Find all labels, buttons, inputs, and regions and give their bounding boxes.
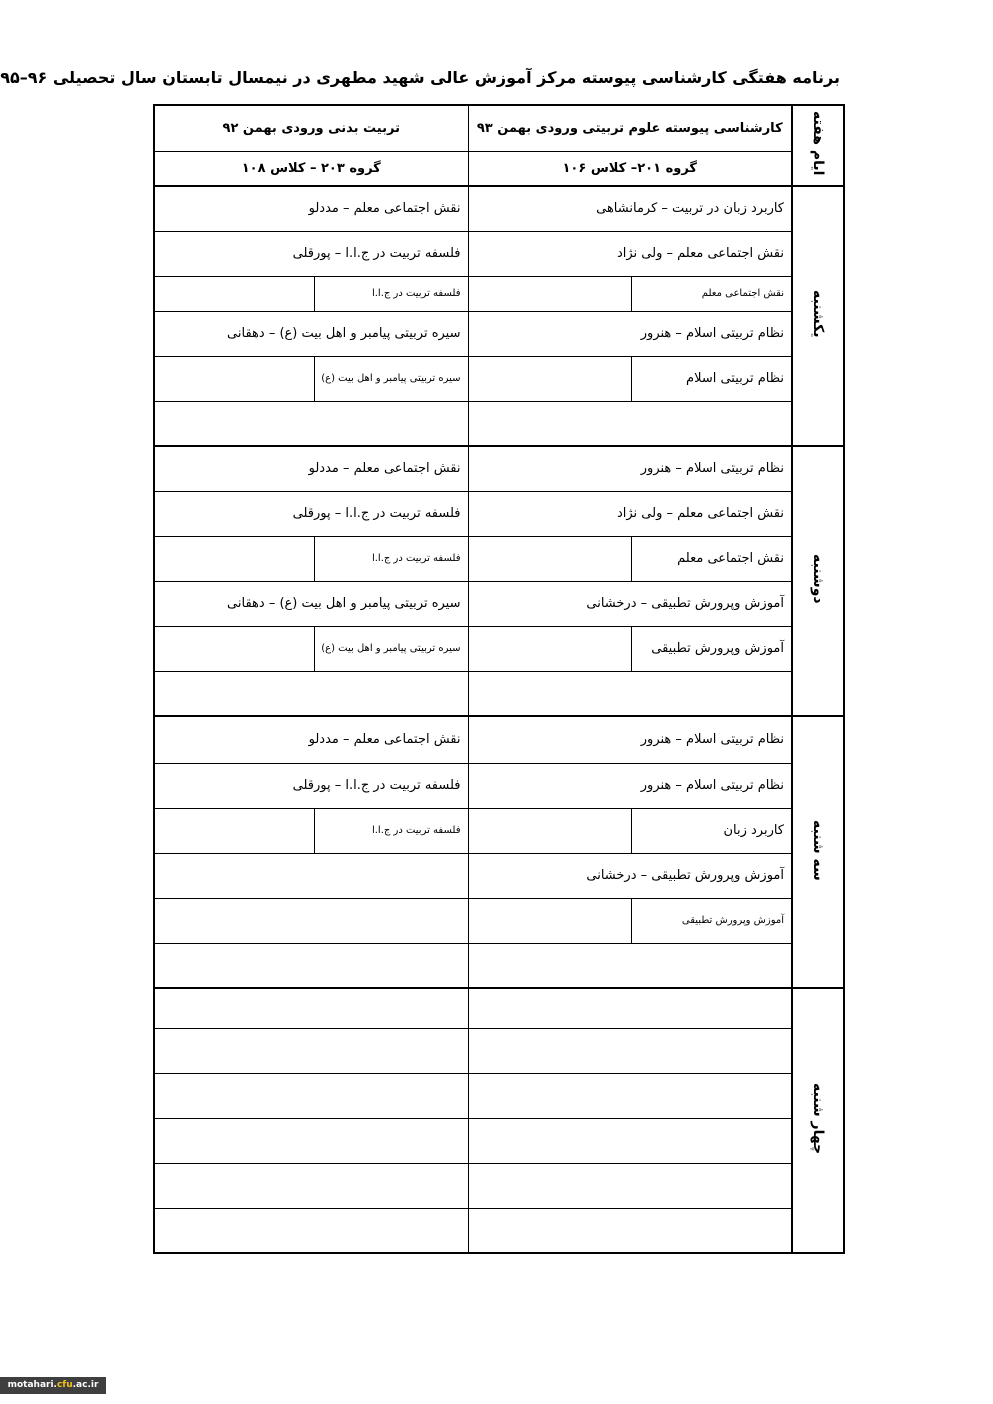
schedule-row — [154, 401, 844, 446]
page-title: برنامه هفتگی کارشناسی پیوسته مرکز آموزش عالی شهید مطهری در نیمسال تابستان سال تحصیلی ۹۶–۹۵ — [0, 68, 840, 87]
program-a-course-cell: نقش اجتماعی معلم – ولی نژاد — [468, 491, 792, 536]
program-b-course-cell: سیره تربیتی پیامبر و اهل بیت (ع) – دهقانی — [154, 581, 468, 626]
program-a-course-cell: نقش اجتماعی معلم – ولی نژاد — [468, 231, 792, 276]
schedule-row — [154, 1163, 844, 1208]
schedule-row — [154, 276, 844, 311]
empty-cell — [468, 898, 631, 943]
schedule-row — [154, 1118, 844, 1163]
program-a-course-cell — [468, 1073, 792, 1118]
empty-cell — [154, 808, 314, 853]
program-b-course-cell: سیره تربیتی پیامبر و اهل بیت (ع) — [314, 626, 468, 671]
empty-cell — [154, 276, 314, 311]
empty-cell — [154, 356, 314, 401]
program-a-course-cell — [468, 1163, 792, 1208]
program-a-course-cell: نظام تربیتی اسلام – هنرور — [468, 763, 792, 808]
schedule-row — [154, 491, 844, 536]
program-b-course-cell — [154, 1028, 468, 1073]
days-header: ایام هفته — [792, 105, 844, 186]
program-b-course-cell: فلسفه تربیت در ج.ا.ا — [314, 808, 468, 853]
day-label-cell: یکشنبه — [792, 186, 844, 446]
program-b-course-cell — [154, 671, 468, 716]
day-label-cell: سه شنبه — [792, 716, 844, 988]
program-b-header: تربیت بدنی ورودی بهمن ۹۲ — [154, 105, 468, 151]
program-b-course-cell: فلسفه تربیت در ج.ا.ا – پورقلی — [154, 231, 468, 276]
schedule-row — [154, 1028, 844, 1073]
program-a-course-cell: نقش اجتماعی معلم — [631, 536, 792, 581]
program-b-course-cell: نقش اجتماعی معلم – مددلو — [154, 186, 468, 231]
group-b-header: گروه ۲۰۳ – کلاس ۱۰۸ — [154, 151, 468, 186]
program-b-course-cell: سیره تربیتی پیامبر و اهل بیت (ع) — [314, 356, 468, 401]
schedule-row — [154, 853, 844, 898]
program-a-course-cell: نظام تربیتی اسلام – هنرور — [468, 716, 792, 763]
program-b-course-cell — [154, 898, 468, 943]
program-b-course-cell: نقش اجتماعی معلم – مددلو — [154, 446, 468, 491]
program-b-course-cell: فلسفه تربیت در ج.ا.ا – پورقلی — [154, 763, 468, 808]
schedule-row — [154, 626, 844, 671]
schedule-row — [154, 311, 844, 356]
program-a-course-cell — [468, 1028, 792, 1073]
program-a-course-cell: نقش اجتماعی معلم — [631, 276, 792, 311]
program-b-course-cell: فلسفه تربیت در ج.ا.ا — [314, 536, 468, 581]
program-a-course-cell: آموزش وپرورش تطبیقی – درخشانی — [468, 853, 792, 898]
schedule-row — [154, 943, 844, 988]
schedule-row — [154, 763, 844, 808]
schedule-row — [154, 988, 844, 1028]
program-a-course-cell: آموزش وپرورش تطبیقی — [631, 898, 792, 943]
program-a-course-cell — [468, 671, 792, 716]
program-a-course-cell — [468, 1208, 792, 1253]
program-b-course-cell — [154, 1118, 468, 1163]
weekly-schedule-table — [153, 104, 845, 1254]
empty-cell — [154, 626, 314, 671]
schedule-row — [154, 231, 844, 276]
program-a-header: کارشناسی پیوسته علوم تربیتی ورودی بهمن ۹۳ — [468, 105, 792, 151]
schedule-row — [154, 186, 844, 231]
schedule-row — [154, 808, 844, 853]
schedule-row — [154, 716, 844, 763]
schedule-row — [154, 671, 844, 716]
schedule-row — [154, 1073, 844, 1118]
program-a-course-cell: آموزش وپرورش تطبیقی — [631, 626, 792, 671]
program-a-course-cell: نظام تربیتی اسلام – هنرور — [468, 446, 792, 491]
program-b-course-cell — [154, 988, 468, 1028]
group-a-header: گروه ۲۰۱– کلاس ۱۰۶ — [468, 151, 792, 186]
program-b-course-cell: فلسفه تربیت در ج.ا.ا — [314, 276, 468, 311]
program-a-course-cell: آموزش وپرورش تطبیقی – درخشانی — [468, 581, 792, 626]
schedule-row — [154, 1208, 844, 1253]
program-b-course-cell: نقش اجتماعی معلم – مددلو — [154, 716, 468, 763]
day-label-cell: چهار شنبه — [792, 988, 844, 1253]
program-b-course-cell — [154, 1163, 468, 1208]
program-b-course-cell — [154, 943, 468, 988]
program-b-course-cell — [154, 853, 468, 898]
program-b-course-cell — [154, 1073, 468, 1118]
site-watermark: motahari.cfu.ac.ir — [0, 1377, 106, 1394]
schedule-row — [154, 536, 844, 581]
program-b-course-cell — [154, 1208, 468, 1253]
program-a-course-cell: نظام تربیتی اسلام – هنرور — [468, 311, 792, 356]
program-a-course-cell: کاربرد زبان در تربیت – کرمانشاهی — [468, 186, 792, 231]
program-a-course-cell: نظام تربیتی اسلام — [631, 356, 792, 401]
program-a-course-cell — [468, 401, 792, 446]
empty-cell — [468, 536, 631, 581]
program-b-course-cell: فلسفه تربیت در ج.ا.ا – پورقلی — [154, 491, 468, 536]
day-label-cell: دوشنبه — [792, 446, 844, 716]
empty-cell — [468, 356, 631, 401]
program-a-course-cell — [468, 943, 792, 988]
schedule-row — [154, 446, 844, 491]
program-b-course-cell — [154, 401, 468, 446]
program-b-course-cell: سیره تربیتی پیامبر و اهل بیت (ع) – دهقانی — [154, 311, 468, 356]
empty-cell — [468, 808, 631, 853]
program-a-course-cell — [468, 1118, 792, 1163]
program-a-course-cell: کاربرد زبان — [631, 808, 792, 853]
empty-cell — [468, 276, 631, 311]
program-a-course-cell — [468, 988, 792, 1028]
schedule-row — [154, 581, 844, 626]
schedule-row — [154, 898, 844, 943]
schedule-row — [154, 356, 844, 401]
empty-cell — [154, 536, 314, 581]
empty-cell — [468, 626, 631, 671]
